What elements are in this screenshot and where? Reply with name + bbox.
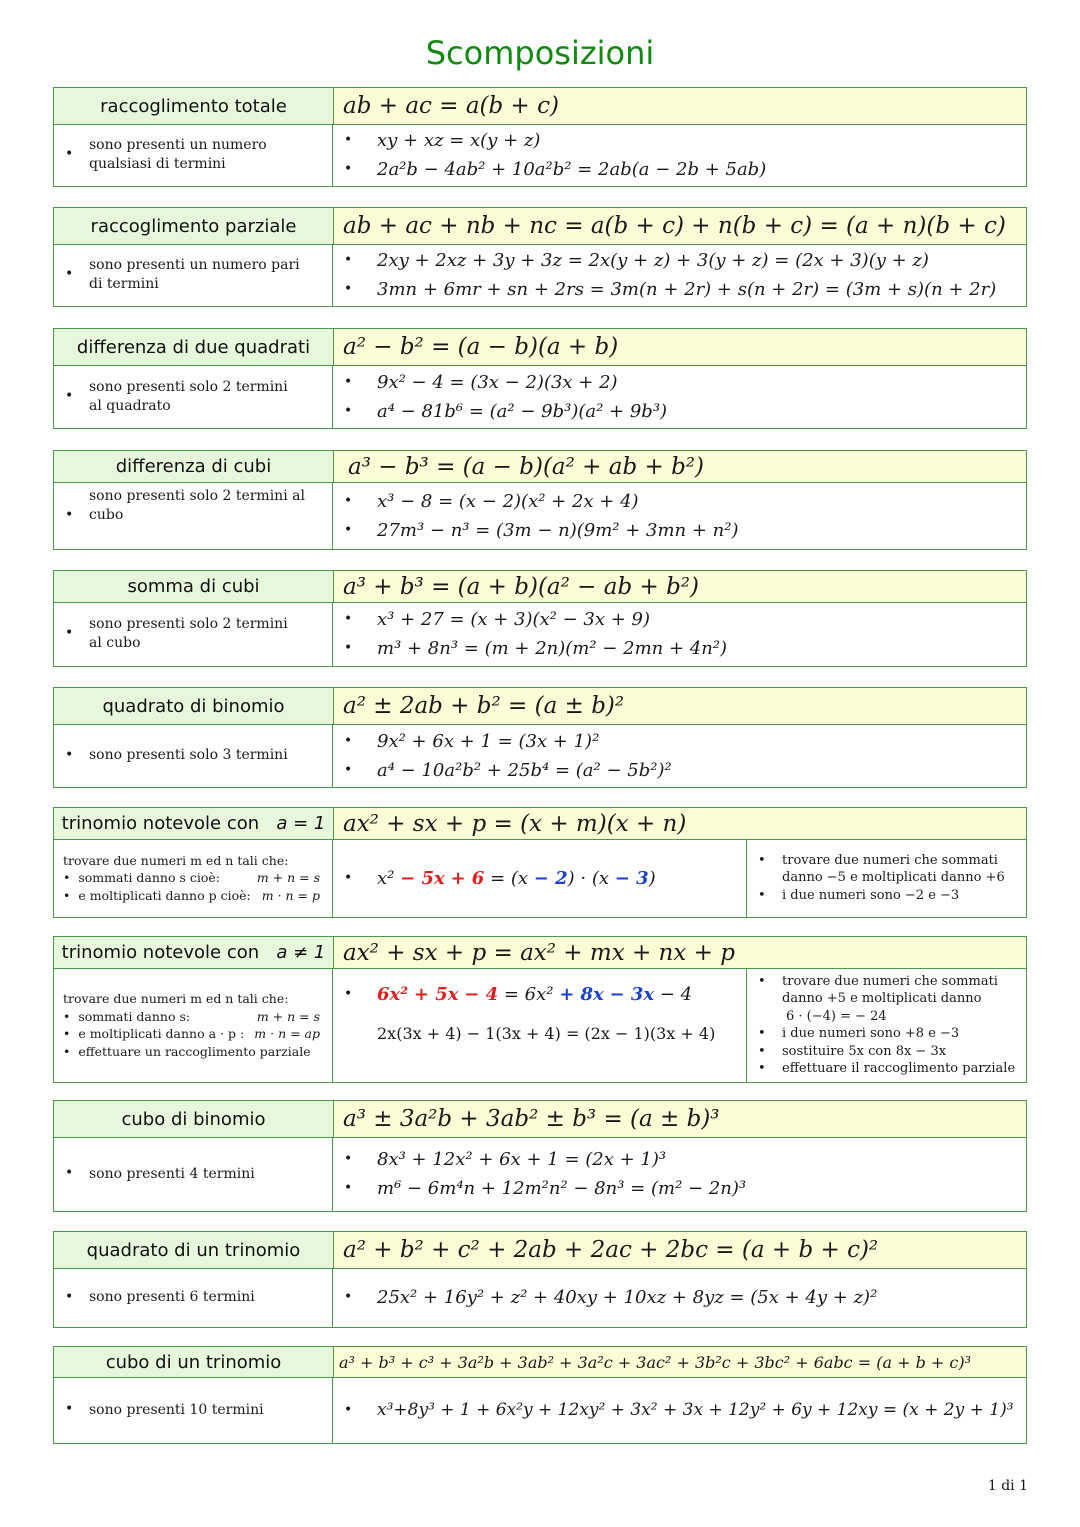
note-line: • i due numeri sono −2 e −3: [782, 887, 1026, 905]
rule: m + n = s: [256, 870, 320, 886]
section-formula: ax² + sx + p = ax² + mx + nx + p: [343, 939, 735, 966]
section-condition: a = 1: [276, 813, 326, 834]
section-description: • sono presenti 4 termini: [54, 1137, 333, 1211]
example: • a⁴ − 10a²b² + 25b⁴ = (a² − 5b²)²: [344, 756, 672, 785]
section-quadrato-di-binomio: [53, 687, 1027, 788]
example: • x³+8y³ + 1 + 6x²y + 12xy² + 3x² + 3x + 12y² + 6y + 12xy = (x + 2y + 1)³: [344, 1396, 1014, 1425]
examples: [344, 365, 667, 428]
example: 2x(3x + 4) − 1(3x + 4) = (2x − 1)(3x + 4): [377, 1024, 716, 1043]
section-name: differenza di cubi: [54, 451, 334, 482]
example: • x³ + 27 = (x + 3)(x² − 3x + 9): [344, 605, 727, 634]
examples: [344, 1268, 877, 1327]
page-number: 1 di 1: [987, 1478, 1028, 1494]
example: • 2a²b − 4ab² + 10a²b² = 2ab(a − 2b + 5ab): [344, 155, 766, 184]
example: • 9x² − 4 = (3x − 2)(3x + 2): [344, 368, 667, 397]
section-formula: a² + b² + c² + 2ab + 2ac + 2bc = (a + b + c)²: [343, 1237, 879, 1263]
section-description: • sono presenti solo 2 termini al quadrato: [54, 365, 333, 428]
description-line: • sommati danno s: m + n = s: [63, 1008, 320, 1024]
section-formula: a³ + b³ + c³ + 3a²b + 3ab² + 3a²c + 3ac² + 3b²c + 3bc² + 6abc = (a + b + c)³: [339, 1352, 972, 1372]
example: • 8x³ + 12x² + 6x + 1 = (2x + 1)³: [344, 1145, 746, 1174]
section-name: somma di cubi: [54, 571, 334, 602]
page-title: Scomposizioni: [425, 34, 655, 72]
rule: m · n = p: [261, 887, 320, 903]
note-line: 6 · (−4) = − 24: [786, 1008, 887, 1024]
section-description: • sono presenti solo 3 termini: [54, 724, 333, 787]
section-cubo-di-un-trinomio: [53, 1346, 1027, 1444]
section-description: • sono presenti 6 termini: [54, 1268, 333, 1327]
description-line: • e moltiplicati danno p cioè: m · n = p: [63, 887, 320, 903]
note-line: danno +5 e moltiplicati danno: [782, 991, 982, 1006]
section-formula: a³ ± 3a²b + 3ab² ± b³ = (a ± b)³: [343, 1106, 720, 1132]
section-name: trinomio notevole con a = 1: [54, 808, 334, 839]
example: • 2xy + 2xz + 3y + 3z = 2x(y + z) + 3(y + z) = (2x + 3)(y + z): [344, 246, 996, 275]
examples: [344, 839, 656, 917]
example: • a⁴ − 81b⁶ = (a² − 9b³)(a² + 9b³): [344, 397, 667, 426]
example: • m⁶ − 6m⁴n + 12m²n² − 8n³ = (m² − 2n)³: [344, 1174, 746, 1203]
section-name: quadrato di binomio: [54, 688, 334, 724]
note-line: • i due numeri sono +8 e −3: [782, 1025, 1026, 1043]
section-formula: ab + ac = a(b + c): [343, 93, 559, 119]
note-line: • trovare due numeri che sommati: [782, 973, 1026, 991]
description-line: • sommati danno s cioè: m + n = s: [63, 870, 320, 886]
section-condition: a ≠ 1: [276, 942, 326, 963]
section-description: • sono presenti 10 termini: [54, 1377, 333, 1443]
example: • xy + xz = x(y + z): [344, 126, 766, 155]
example: • m³ + 8n³ = (m + 2n)(m² − 2mn + 4n²): [344, 634, 727, 663]
examples: [344, 482, 739, 549]
section-formula: a² ± 2ab + b² = (a ± b)²: [343, 693, 625, 719]
example: • 3mn + 6mr + sn + 2rs = 3m(n + 2r) + s(n + 2r) = (3m + s)(n + 2r): [344, 275, 996, 304]
section-differenza-di-cubi: [53, 450, 1027, 550]
section-name: trinomio notevole con a ≠ 1: [54, 937, 334, 968]
examples: [344, 244, 996, 306]
section-somma-di-cubi: [53, 570, 1027, 667]
examples: [344, 1377, 1014, 1443]
rule: m + n = s: [256, 1008, 320, 1024]
section-notes: [746, 839, 1026, 917]
example-colored: • 6x² + 5x − 4 = 6x² + 8x − 3x − 4: [344, 980, 715, 1009]
note-line: • sostituire 5x con 8x − 3x: [782, 1043, 1026, 1061]
section-name: cubo di un trinomio: [54, 1347, 334, 1377]
section-trinomio-notevole-a-diverso-1: [53, 936, 1027, 1083]
examples: [344, 602, 727, 666]
section-description: • sono presenti un numero qualsiasi di termini: [54, 124, 333, 186]
section-formula: ab + ac + nb + nc = a(b + c) + n(b + c) = (a + n)(b + c): [343, 213, 1006, 239]
section-formula: ax² + sx + p = (x + m)(x + n): [343, 810, 687, 837]
example: • 25x² + 16y² + z² + 40xy + 10xz + 8yz = (5x + 4y + z)²: [344, 1283, 877, 1312]
example: • x³ − 8 = (x − 2)(x² + 2x + 4): [344, 487, 739, 516]
examples: [344, 1137, 746, 1211]
section-notes: [746, 968, 1026, 1082]
example-colored: • x² − 5x + 6 = (x − 2) · (x − 3): [344, 864, 656, 893]
description-line: • effettuare un raccoglimento parziale: [63, 1043, 311, 1059]
section-formula: a³ + b³ = (a + b)(a² − ab + b²): [343, 573, 699, 600]
section-quadrato-di-un-trinomio: [53, 1231, 1027, 1328]
examples: [344, 724, 672, 787]
section-cubo-di-binomio: [53, 1100, 1027, 1212]
note-line: • trovare due numeri che sommati: [782, 852, 1026, 870]
note-line: • effettuare il raccoglimento parziale: [782, 1060, 1026, 1078]
section-description: • sono presenti solo 2 termini al cubo: [54, 602, 333, 666]
section-differenza-di-due-quadrati: [53, 328, 1027, 429]
section-description: • sono presenti solo 2 termini al cubo: [54, 482, 333, 549]
section-name: raccoglimento totale: [54, 88, 334, 124]
note-line: danno −5 e moltiplicati danno +6: [782, 870, 1005, 886]
example: • 9x² + 6x + 1 = (3x + 1)²: [344, 727, 672, 756]
section-name: raccoglimento parziale: [54, 208, 334, 244]
section-name: quadrato di un trinomio: [54, 1232, 334, 1268]
example: • 27m³ − n³ = (3m − n)(9m² + 3mn + n²): [344, 516, 739, 545]
rule: m · n = ap: [254, 1026, 320, 1041]
section-raccoglimento-parziale: [53, 207, 1027, 307]
section-name: cubo di binomio: [54, 1101, 334, 1137]
section-formula: a² − b² = (a − b)(a + b): [343, 334, 619, 360]
section-description: [54, 839, 333, 917]
section-description: [54, 968, 333, 1082]
section-name: differenza di due quadrati: [54, 329, 334, 365]
description-line: trovare due numeri m ed n tali che:: [63, 852, 289, 868]
examples: [344, 968, 715, 1082]
examples: [344, 124, 766, 186]
section-formula: a³ − b³ = (a − b)(a² + ab + b²): [348, 453, 704, 480]
section-raccoglimento-totale: [53, 87, 1027, 187]
section-trinomio-notevole-a-uguale-1: [53, 807, 1027, 918]
description-line: • e moltiplicati danno a · p : m · n = ap: [63, 1026, 320, 1041]
description-line: trovare due numeri m ed n tali che:: [63, 991, 289, 1006]
section-description: • sono presenti un numero pari di termini: [54, 244, 333, 306]
